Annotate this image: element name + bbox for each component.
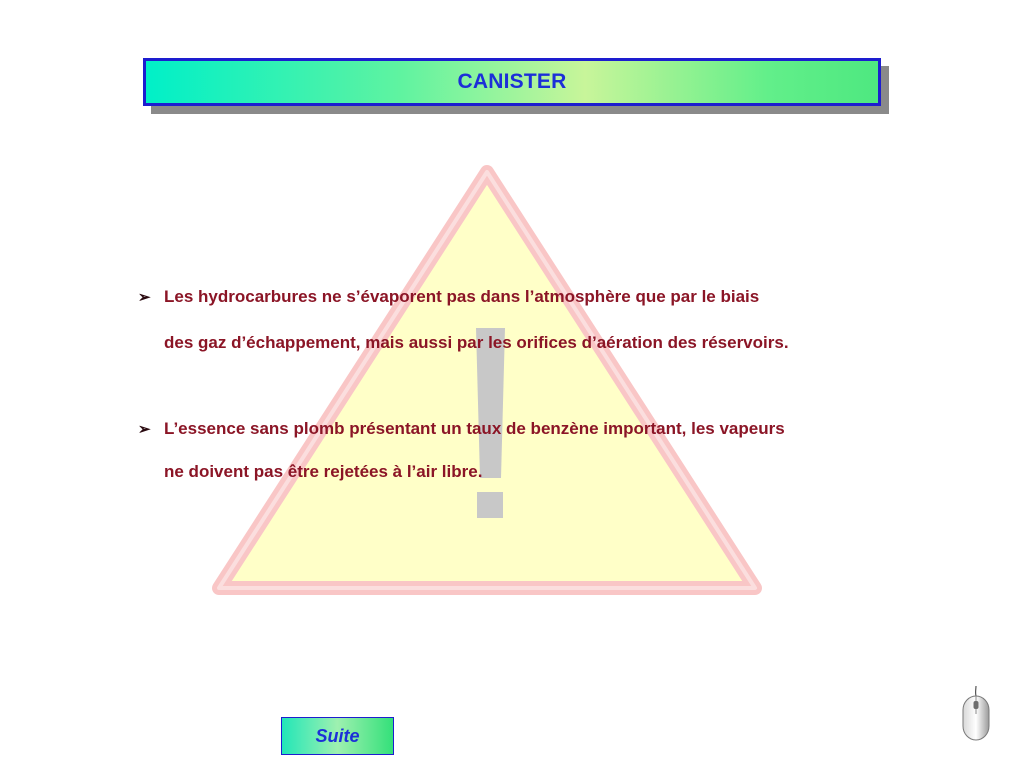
mouse-icon[interactable] — [958, 684, 994, 744]
suite-button[interactable] — [281, 717, 394, 755]
arrow-bullet-icon: ➢ — [138, 421, 151, 438]
bullet-2-line-2: ne doivent pas être rejetées à l’air libre. — [164, 462, 483, 481]
bullet-1-line-2: des gaz d’échappement, mais aussi par les orifices d’aération des réservoirs. — [164, 333, 789, 352]
page-title: CANISTER — [457, 70, 567, 93]
bullet-1-line-1: Les hydrocarbures ne s’évaporent pas dans l’atmosphère que par le biais — [164, 287, 760, 306]
title-banner — [143, 58, 881, 106]
suite-button-label: Suite — [315, 725, 360, 746]
bullet-2-line-1: L’essence sans plomb présentant un taux de benzène important, les vapeurs — [164, 419, 785, 438]
bullet-item-2 — [138, 420, 785, 437]
arrow-bullet-icon: ➢ — [138, 289, 151, 306]
bullet-item-1 — [138, 288, 759, 305]
warning-triangle-icon — [205, 160, 765, 610]
